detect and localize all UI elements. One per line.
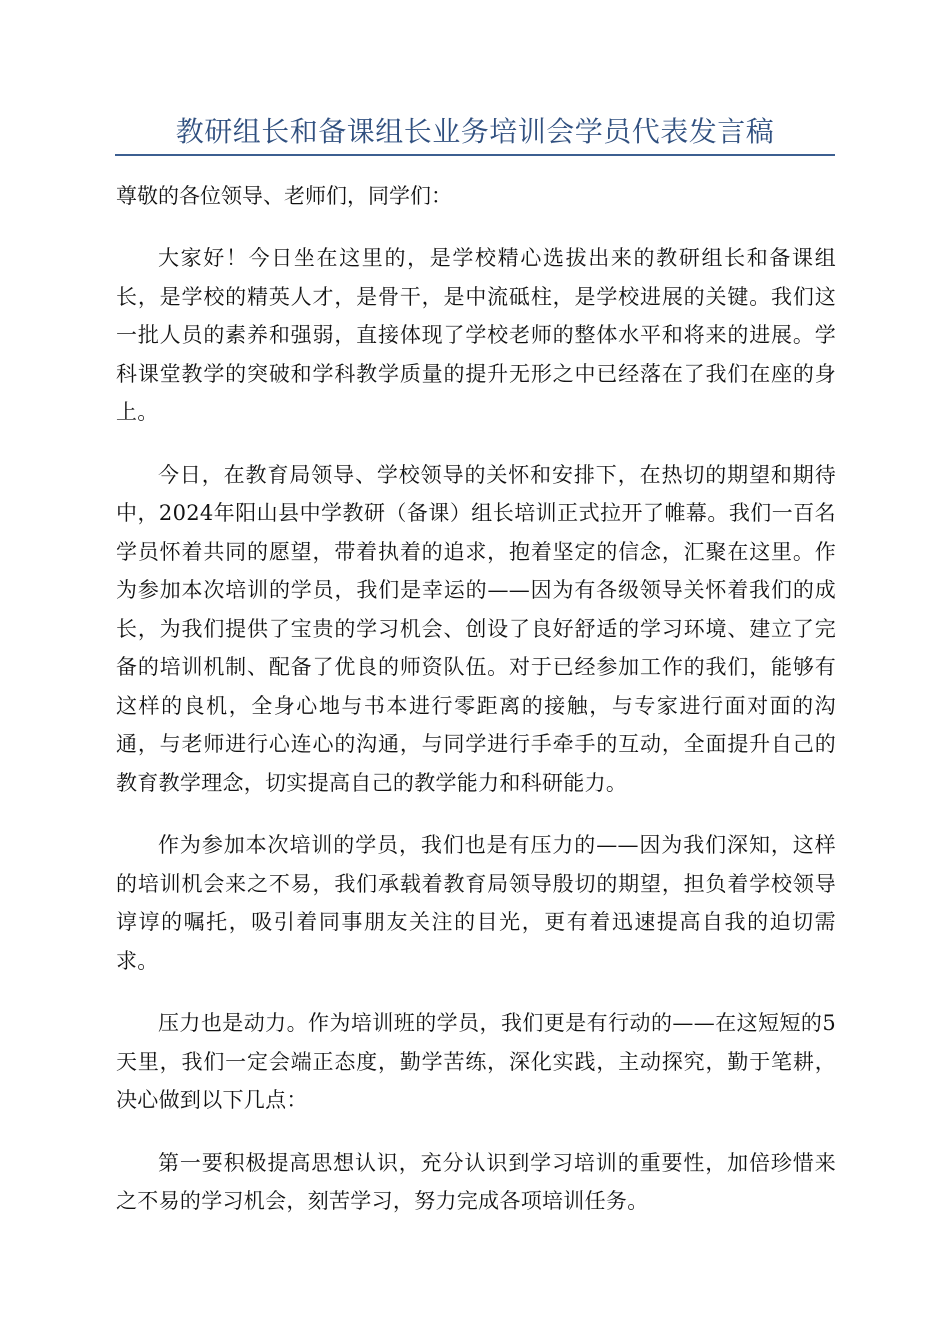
paragraph-1: 大家好！今日坐在这里的，是学校精心选拔出来的教研组长和备课组长，是学校的精英人才，是骨干，是中流砥柱，是学校进展的关键。我们这一批人员的素养和强弱，直接体现了学校老师的整体水平和将来的进展。学科课堂教学的突破和学科教学质量的提升无形之中已经落在了我们在座的身上。 — [116, 246, 836, 424]
paragraph-4: 压力也是动力。作为培训班的学员，我们更是有行动的——在这短短的5天里，我们一定会端正态度，勤学苦练，深化实践，主动探究，勤于笔耕，决心做到以下几点： — [116, 1011, 836, 1112]
document-title: 教研组长和备课组长业务培训会学员代表发言稿 — [175, 115, 775, 148]
paragraph-5: 第一要积极提高思想认识，充分认识到学习培训的重要性，加倍珍惜来之不易的学习机会，刻苦学习，努力完成各项培训任务。 — [116, 1150, 836, 1213]
document-body — [116, 177, 836, 1245]
salutation: 尊敬的各位领导、老师们，同学们： — [116, 184, 452, 208]
title-underline — [115, 154, 835, 156]
paragraph-3: 作为参加本次培训的学员，我们也是有压力的——因为我们深知，这样的培训机会来之不易，我们承载着教育局领导殷切的期望，担负着学校领导谆谆的嘱托，吸引着同事朋友关注的目光，更有着迅速提高自我的迫切需求。 — [116, 833, 836, 973]
paragraph-2: 今日，在教育局领导、学校领导的关怀和安排下，在热切的期望和期待中，2024年阳山县中学教研（备课）组长培训正式拉开了帷幕。我们一百名学员怀着共同的愿望，带着执着的追求，抱着坚定的信念，汇聚在这里。作为参加本次培训的学员，我们是幸运的——因为有各级领导关怀着我们的成长，为我们提供了宝贵的学习机会、创设了良好舒适的学习环境、建立了完备的培训机制、配备了优良的师资队伍。对于已经参加工作的我们，能够有这样的良机，全身心地与书本进行零距离的接触，与专家进行面对面的沟通，与老师进行心连心的沟通，与同学进行手牵手的互动，全面提升自己的教育教学理念，切实提高自己的教学能力和科研能力。 — [116, 462, 836, 795]
title-block — [115, 112, 835, 156]
